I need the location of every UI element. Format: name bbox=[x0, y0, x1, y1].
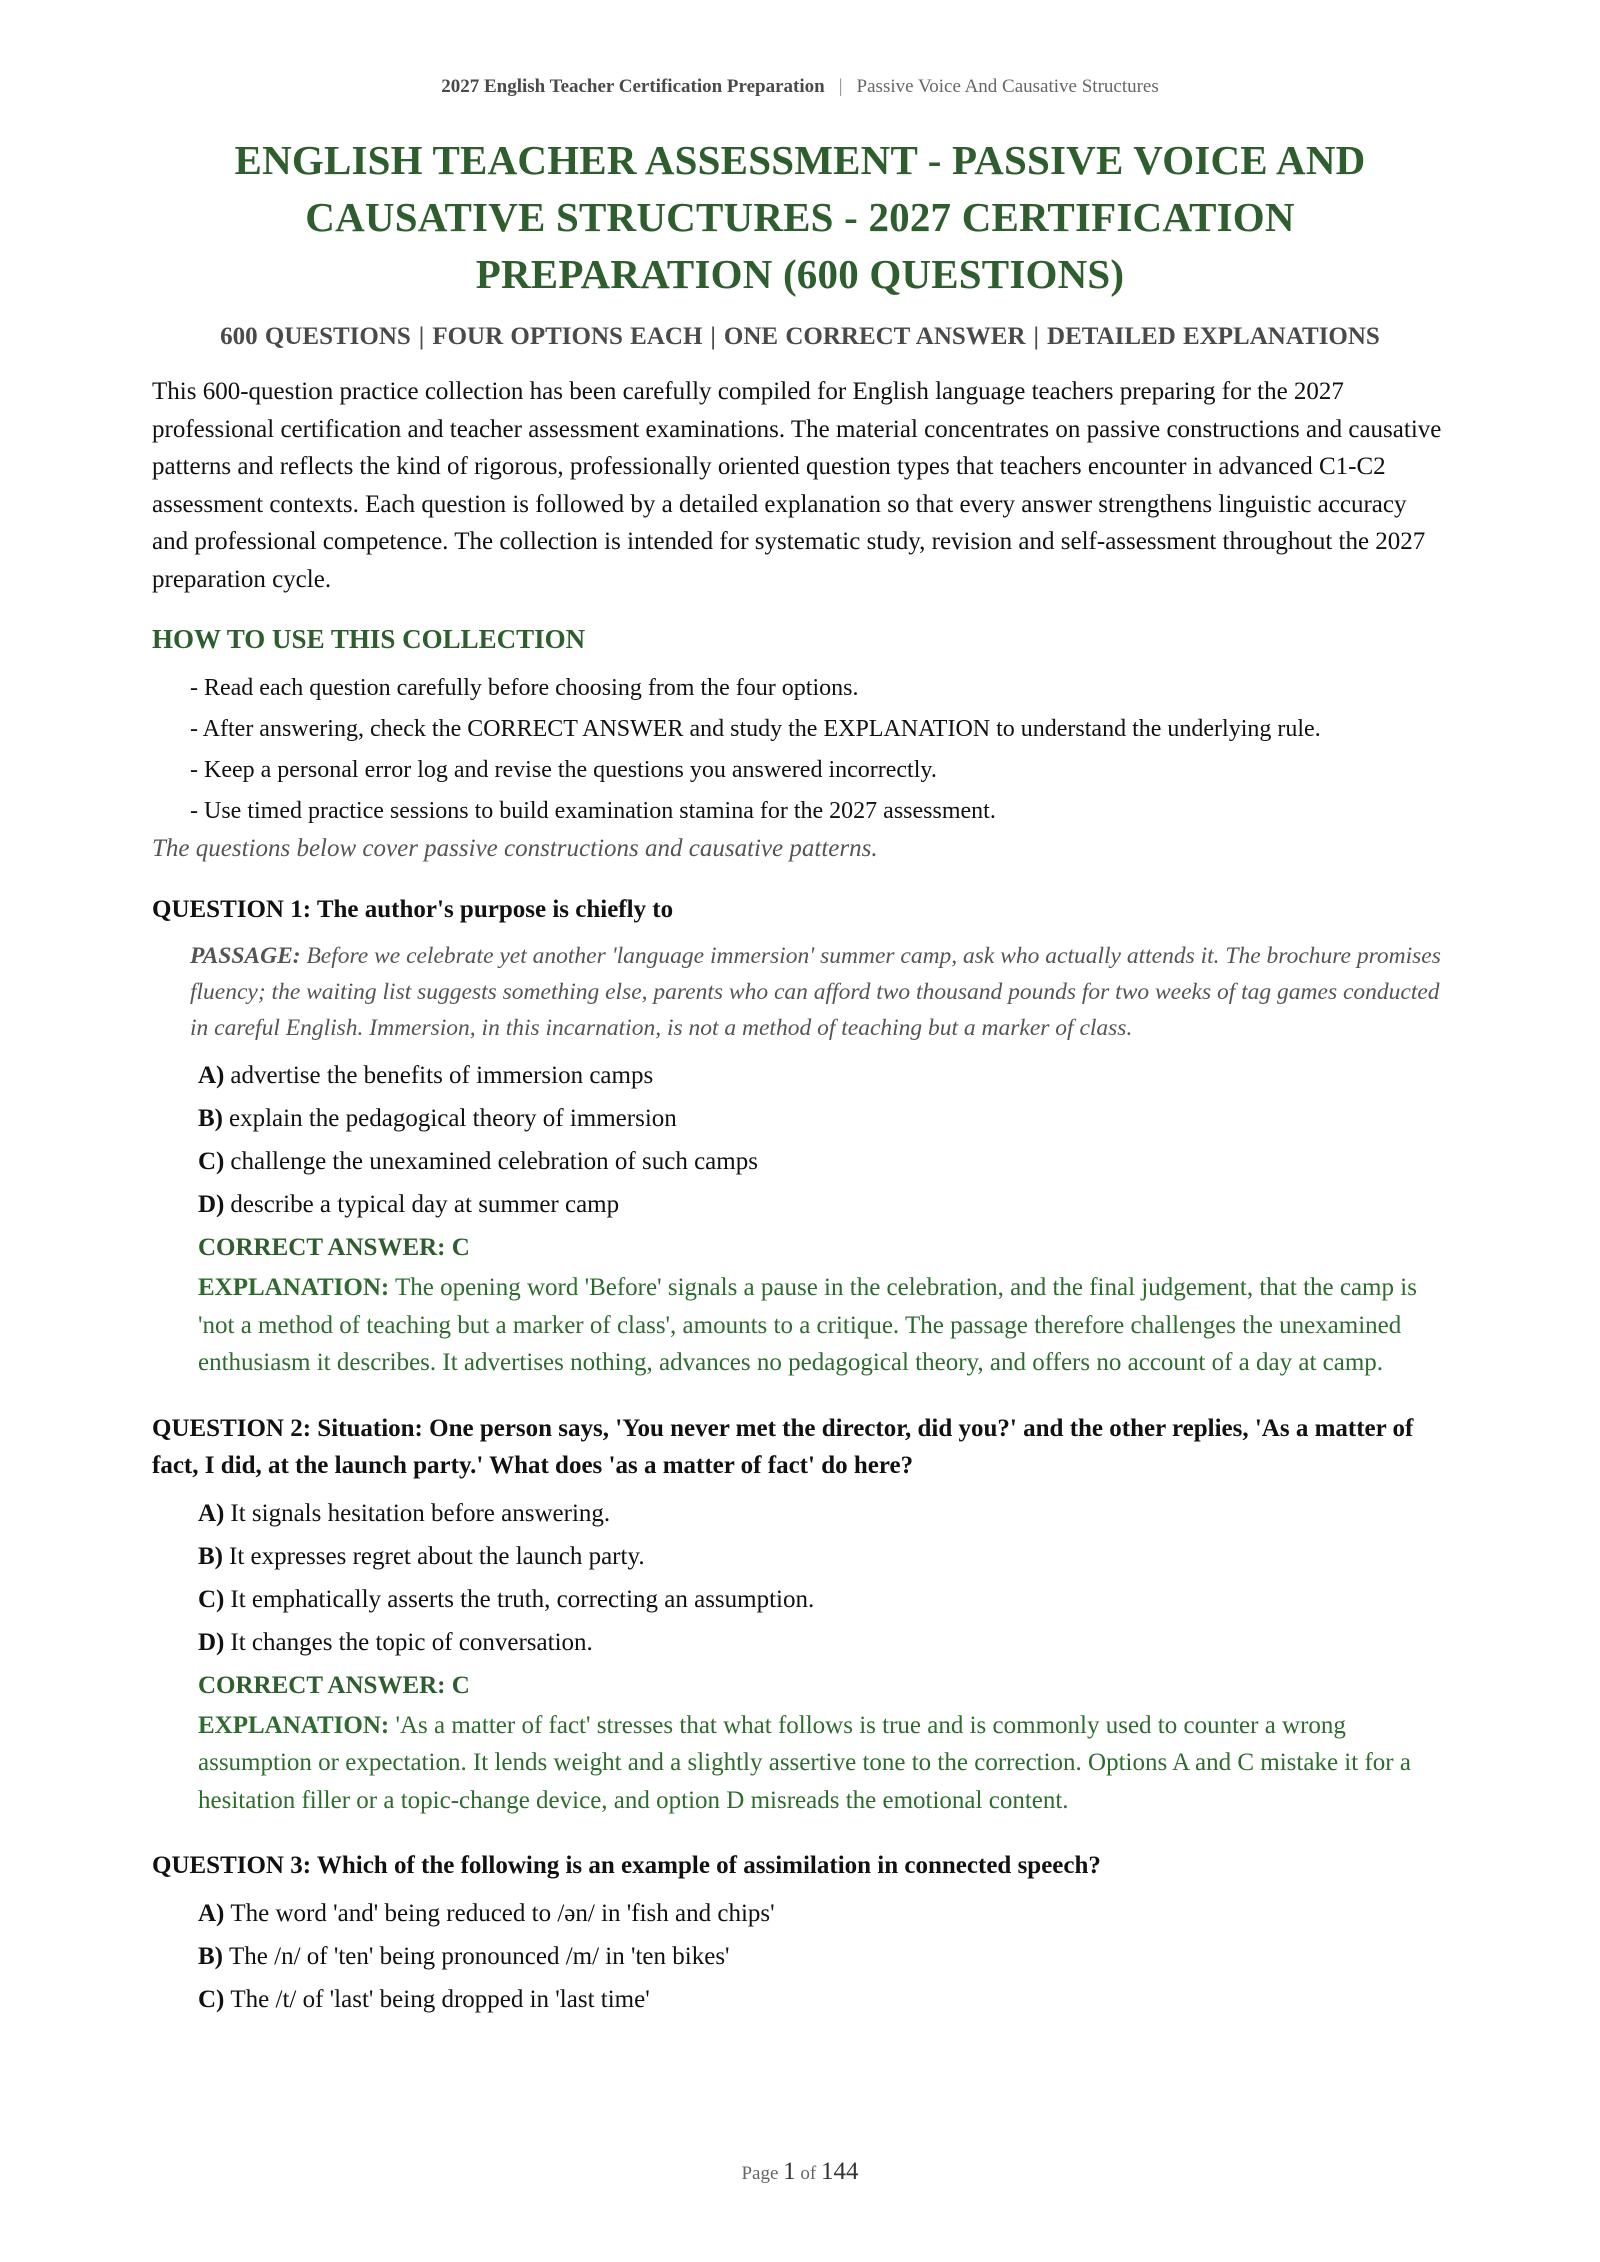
explanation-text: 'As a matter of fact' stresses that what follows is true and is commonly used to counter a wrong assumption or expectation. It lends weight and a slightly assertive tone to the correction. Options A and C mistake it for a hesitation filler or a topic-change device, and option D misreads the emotional content. bbox=[198, 1711, 1411, 1814]
option-d[interactable] bbox=[198, 1183, 1448, 1226]
option-label: A) bbox=[198, 1900, 225, 1927]
question-title: QUESTION 3: Which of the following is an example of assimilation in connected speech? bbox=[152, 1852, 1101, 1879]
option-text: describe a typical day at summer camp bbox=[230, 1191, 620, 1218]
subtitle-part: FOUR OPTIONS EACH bbox=[432, 323, 703, 350]
passage-label: PASSAGE: bbox=[190, 943, 301, 969]
option-label: A) bbox=[198, 1499, 225, 1527]
option-label: B) bbox=[198, 1943, 223, 1970]
question-title: QUESTION 2: Situation: One person says, 'You never met the director, did you?' and the other replies, 'As a matter of fact, I did, at the launch party.' What does 'as a matter of fact' do here? bbox=[152, 1414, 1414, 1479]
running-header-series: 2027 English Teacher Certification Preparation bbox=[441, 76, 825, 97]
option-b[interactable] bbox=[198, 1097, 1448, 1140]
subtitle-separator: | bbox=[1033, 323, 1040, 350]
option-label: C) bbox=[198, 1148, 225, 1175]
option-a[interactable] bbox=[198, 1054, 1448, 1097]
option-d[interactable] bbox=[198, 1621, 1448, 1664]
option-label: B) bbox=[198, 1542, 223, 1570]
explanation-label: EXPLANATION: bbox=[198, 1711, 390, 1739]
option-text: It expresses regret about the launch party. bbox=[229, 1542, 645, 1570]
running-header bbox=[0, 76, 1600, 98]
intro-paragraph: This 600-question practice collection has been carefully compiled for English language teachers preparing for the 2027 professional certification and teacher assessment examinations. The material concentrates on passive constructions and causative patterns and reflects the kind of rigorous, professionally oriented question types that teachers encounter in advanced C1-C2 assessment contexts. Each question is followed by a detailed explanation so that every answer strengthens linguistic accuracy and professional competence. The collection is intended for systematic study, revision and self-assessment throughout the 2027 preparation cycle. bbox=[152, 378, 1442, 593]
correct-answer: CORRECT ANSWER: C bbox=[198, 1234, 470, 1261]
question-3 bbox=[152, 1847, 1448, 2021]
question-2 bbox=[152, 1410, 1448, 1820]
correct-answer: CORRECT ANSWER: C bbox=[198, 1671, 470, 1699]
option-a[interactable] bbox=[198, 1892, 1448, 1935]
how-to-item: - After answering, check the CORRECT ANSWER and study the EXPLANATION to understand the underlying rule. bbox=[190, 716, 1321, 742]
explanation bbox=[152, 1269, 1448, 1382]
option-b[interactable] bbox=[198, 1935, 1448, 1978]
document-title: ENGLISH TEACHER ASSESSMENT - PASSIVE VOICE AND CAUSATIVE STRUCTURES - 2027 CERTIFICATION PREPARATION (600 QUESTIONS) bbox=[234, 137, 1366, 297]
page-number bbox=[0, 2158, 1600, 2186]
explanation bbox=[152, 1707, 1448, 1820]
page-content bbox=[152, 132, 1448, 2021]
question-passage bbox=[152, 938, 1448, 1046]
running-header-topic: Passive Voice And Causative Structures bbox=[856, 76, 1159, 97]
option-text: challenge the unexamined celebration of such camps bbox=[230, 1148, 758, 1175]
subtitle-separator: | bbox=[710, 323, 716, 350]
explanation-label: EXPLANATION: bbox=[198, 1274, 390, 1301]
passage-text: Before we celebrate yet another 'language immersion' summer camp, ask who actually attends it. The brochure promises fluency; the waiting list suggests something else, parents who can afford two thousand pounds for two weeks of tag games conducted in careful English. Immersion, in this incarnation, is not a method of teaching but a marker of class. bbox=[190, 943, 1441, 1041]
option-text: The /n/ of 'ten' being pronounced /m/ in 'ten bikes' bbox=[229, 1943, 730, 1970]
current-page: 1 bbox=[783, 2158, 796, 2185]
option-label: D) bbox=[198, 1191, 225, 1218]
scope-note: The questions below cover passive constructions and causative patterns. bbox=[152, 835, 878, 862]
option-b[interactable] bbox=[198, 1535, 1448, 1578]
page-word: Page bbox=[741, 2163, 779, 2184]
how-to-list bbox=[152, 671, 1448, 829]
option-c[interactable] bbox=[198, 1140, 1448, 1183]
option-label: C) bbox=[198, 1986, 225, 2013]
option-label: A) bbox=[198, 1062, 225, 1089]
option-list bbox=[152, 1492, 1448, 1664]
option-text: It changes the topic of conversation. bbox=[230, 1628, 593, 1656]
option-text: explain the pedagogical theory of immersion bbox=[229, 1105, 677, 1132]
option-text: It signals hesitation before answering. bbox=[230, 1499, 611, 1527]
option-list bbox=[152, 1054, 1448, 1226]
option-list bbox=[152, 1892, 1448, 2021]
subtitle-part: 600 QUESTIONS bbox=[220, 323, 411, 350]
how-to-item: - Keep a personal error log and revise the questions you answered incorrectly. bbox=[190, 757, 937, 783]
how-to-heading: HOW TO USE THIS COLLECTION bbox=[152, 624, 586, 654]
how-to-item: - Read each question carefully before choosing from the four options. bbox=[190, 675, 859, 701]
of-word: of bbox=[800, 2163, 817, 2184]
option-label: D) bbox=[198, 1628, 225, 1656]
option-text: It emphatically asserts the truth, correcting an assumption. bbox=[230, 1585, 815, 1613]
document-subtitle bbox=[152, 323, 1448, 351]
question-1 bbox=[152, 891, 1448, 1382]
option-a[interactable] bbox=[198, 1492, 1448, 1535]
option-label: C) bbox=[198, 1585, 225, 1613]
subtitle-separator: | bbox=[418, 323, 425, 350]
option-c[interactable] bbox=[198, 1978, 1448, 2021]
how-to-item: - Use timed practice sessions to build examination stamina for the 2027 assessment. bbox=[190, 798, 996, 824]
running-header-separator: | bbox=[838, 76, 843, 97]
option-text: The /t/ of 'last' being dropped in 'last time' bbox=[230, 1986, 650, 2013]
explanation-text: The opening word 'Before' signals a pause in the celebration, and the final judgement, that the camp is 'not a method of teaching but a marker of class', amounts to a critique. The passage therefore challenges the unexamined enthusiasm it describes. It advertises nothing, advances no pedagogical theory, and offers no account of a day at camp. bbox=[198, 1274, 1417, 1376]
question-title: QUESTION 1: The author's purpose is chiefly to bbox=[152, 896, 674, 923]
option-c[interactable] bbox=[198, 1578, 1448, 1621]
option-label: B) bbox=[198, 1105, 223, 1132]
subtitle-part: ONE CORRECT ANSWER bbox=[723, 323, 1026, 350]
total-pages: 144 bbox=[821, 2158, 859, 2185]
option-text: The word 'and' being reduced to /ən/ in 'fish and chips' bbox=[230, 1900, 775, 1927]
subtitle-part: DETAILED EXPLANATIONS bbox=[1047, 323, 1380, 350]
option-text: advertise the benefits of immersion camps bbox=[230, 1062, 654, 1089]
